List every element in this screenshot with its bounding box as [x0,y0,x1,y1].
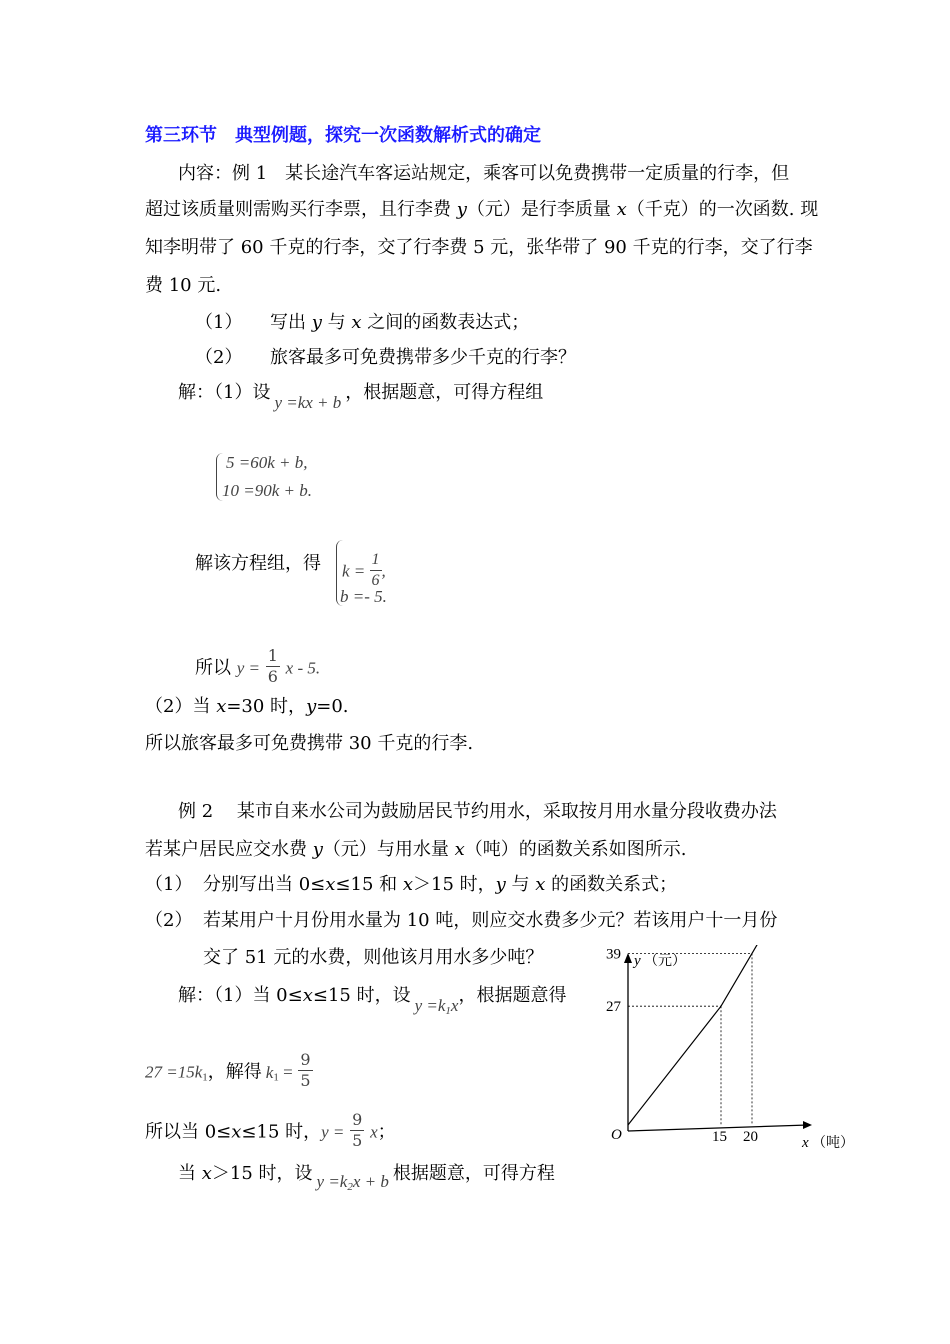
ex2-line1: 例 2 某市自来水公司为鼓励居民节约用水，采取按月用水量分段收费办法 [178,801,777,822]
ex2-q2-line2: 交了 51 元的水费，则他该月用水多少吨？ [203,947,544,968]
ex2-line2: 若某户居民应交水费 y（元）与用水量 x（吨）的函数关系如图所示. [145,839,687,860]
x-axis-variable: x [802,1135,809,1151]
ex1-q2-number: （2） [195,347,243,368]
section-heading: 第三环节 典型例题，探究一次函数解析式的确定 [145,125,541,146]
ex1-line3: 知李明带了 60 千克的行李，交了行李费 5 元，张华带了 90 千克的行李，交了行李 [145,237,813,258]
ex1-part2: （2）当 x=30 时，y=0. [145,696,349,717]
ex1-result: 所以 y = $\frac{1}{6}$ x - 5. [195,646,321,686]
ex1-line4: 费 10 元. [145,275,222,296]
solution-b: b =- 5. [340,587,387,606]
ex1-q2-text: 旅客最多可免费携带多少千克的行李？ [270,347,576,368]
y-axis-arrow [624,953,632,963]
x-axis-arrow [803,1121,812,1129]
ex2-q1-number: （1） [145,874,193,895]
ex1-line2: 超过该质量则需购买行李票，且行李费 y（元）是行李质量 x（千克）的一次函数. 现 [145,199,819,220]
ex1-conclusion: 所以旅客最多可免费携带 30 千克的行李. [145,733,474,754]
system-eq2: 10 =90k + b. [222,481,312,500]
x-axis-unit: （吨） [812,1136,854,1151]
ex1-line1: 内容：例 1 某长途汽车客运站规定，乘客可以免费携带一定质量的行李，但 [178,163,790,184]
x-tick-15: 15 [712,1129,727,1145]
y-tick-39: 39 [606,946,621,963]
water-fee-chart [590,945,870,1160]
ex1-solve-text: 解该方程组，得 [195,553,321,574]
ex1-q1-number: （1） [195,312,243,333]
y-tick-27: 27 [606,999,621,1016]
y-axis-unit: （元） [644,954,686,969]
ex2-q2-text: 若某用户十月份用水量为 10 吨，则应交水费多少元？若该用户十一月份 [203,910,778,931]
ex2-q1-text: 分别写出当 0≤x≤15 和 x＞15 时，y 与 x 的函数关系式； [203,874,678,895]
y-axis-variable: y [634,953,641,969]
system-eq1: 5 =60k + b, [226,453,308,472]
ex2-solution-intro: 解：（1）当 0≤x≤15 时，设 $y =k_1x$，根据题意得 [178,985,567,1017]
origin-label: O [611,1127,622,1143]
fee-line [628,945,758,1125]
ex2-result: 所以当 0≤x≤15 时，y = $\frac{9}{5}$ x； [145,1110,396,1150]
ex2-eq27: $27 =15k_1$，解得 $k_1$ = $\frac{9}{5}$ [145,1050,311,1090]
solution-k: k = $\frac{1}{6}$ , [342,551,386,589]
ex1-q1-text: 写出 y 与 x 之间的函数表达式； [270,312,530,333]
ex1-solution-intro: 解：（1）设 y =kx + b ，根据题意，可得方程组 [178,382,544,412]
ex2-q2-number: （2） [145,910,193,931]
x-tick-20: 20 [743,1129,758,1145]
ex2-when: 当 x＞15 时，设 $y =k_2x + b$ 根据题意，可得方程 [178,1163,555,1193]
